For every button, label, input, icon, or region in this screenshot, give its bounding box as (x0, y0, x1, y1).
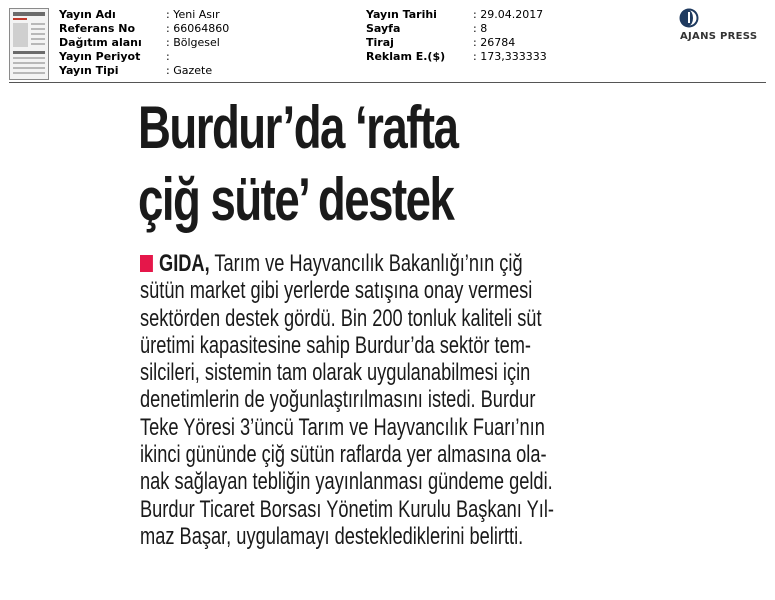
field-tiraj (366, 36, 547, 50)
body-line: maz Başar, uygulamayı desteklediklerini belirtti. (140, 522, 524, 550)
field-dagitim-alani (59, 36, 229, 50)
body-line: silcileri, sistemin tam olarak uygulanabilmesi için (140, 359, 531, 387)
field-label: Reklam E.($) (366, 50, 446, 63)
field-label: Yayın Periyot (59, 50, 141, 63)
thumbnail-photo (13, 23, 28, 47)
headline-line: çiğ süte’ destek (138, 166, 454, 233)
headline-line: Burdur’da ‘rafta (138, 94, 458, 161)
body-line: ikinci gününde çiğ sütün raflarda yer almasına ola- (140, 441, 547, 469)
field-yayin-periyot (59, 50, 229, 64)
article-body (140, 250, 775, 550)
thumbnail-text (13, 62, 45, 64)
publication-info-left (59, 8, 229, 78)
field-yayin-tarihi (366, 8, 547, 22)
body-line-text: Tarım ve Hayvancılık Bakanlığı’nın çiğ (214, 250, 523, 277)
thumbnail-text (31, 23, 45, 25)
field-label: Yayın Adı (59, 8, 116, 21)
thumbnail-text (13, 57, 45, 59)
publication-info-right (366, 8, 547, 64)
field-value: : 26784 (473, 36, 515, 50)
body-line: nak sağlayan tebliğin yayınlanması gündeme geldi. (140, 468, 553, 496)
body-line: sektörden destek gördü. Bin 200 tonluk kaliteli süt (140, 304, 542, 332)
thumbnail-accent (13, 18, 27, 20)
field-value: : 66064860 (166, 22, 229, 36)
body-line: sütün market gibi yerlerde satışına onay vermesi (140, 277, 533, 305)
section-kicker: GIDA, (159, 250, 210, 277)
thumbnail-masthead (13, 12, 45, 16)
body-line: Teke Yöresi 3’üncü Tarım ve Hayvancılık Fuarı’nın (140, 413, 545, 441)
field-value: : 29.04.2017 (473, 8, 543, 22)
field-yayin-adi (59, 8, 229, 22)
field-label: Referans No (59, 22, 135, 35)
page-thumbnail[interactable] (9, 8, 49, 80)
body-line: denetimlerin de yoğunlaştırılmasını istedi. Burdur (140, 386, 536, 414)
logo-text: AJANS PRESS (680, 31, 758, 42)
thumbnail-text (31, 43, 45, 45)
field-value (166, 50, 170, 64)
thumbnail-text (13, 67, 45, 69)
field-value: : Bölgesel (166, 36, 220, 50)
field-label: Yayın Tarihi (366, 8, 437, 21)
article-headline (138, 92, 638, 236)
clipping-header (0, 0, 775, 84)
field-label: Tiraj (366, 36, 394, 49)
field-referans-no (59, 22, 229, 36)
section-marker-square (140, 255, 153, 272)
thumbnail-text (31, 33, 45, 35)
field-value: : 173,333333 (473, 50, 547, 64)
header-divider (9, 82, 766, 83)
field-label: Yayın Tipi (59, 64, 119, 77)
field-label: Sayfa (366, 22, 401, 35)
thumbnail-headline (13, 51, 45, 54)
field-value: : Gazete (166, 64, 212, 78)
field-yayin-tipi (59, 64, 229, 78)
ajans-press-logo-icon (679, 8, 699, 28)
body-line-first (140, 250, 626, 277)
field-value: : 8 (473, 22, 487, 36)
body-line: üretimi kapasitesine sahip Burdur’da sektör tem- (140, 331, 531, 359)
body-line: Burdur Ticaret Borsası Yönetim Kurulu Başkanı Yıl- (140, 495, 554, 523)
thumbnail-text (31, 28, 45, 30)
field-value: : Yeni Asır (166, 8, 220, 22)
thumbnail-text (13, 72, 45, 74)
field-reklam-esdegeri (366, 50, 547, 64)
field-label: Dağıtım alanı (59, 36, 142, 49)
thumbnail-text (31, 38, 45, 40)
field-sayfa (366, 22, 547, 36)
ajans-press-logo (677, 8, 769, 44)
